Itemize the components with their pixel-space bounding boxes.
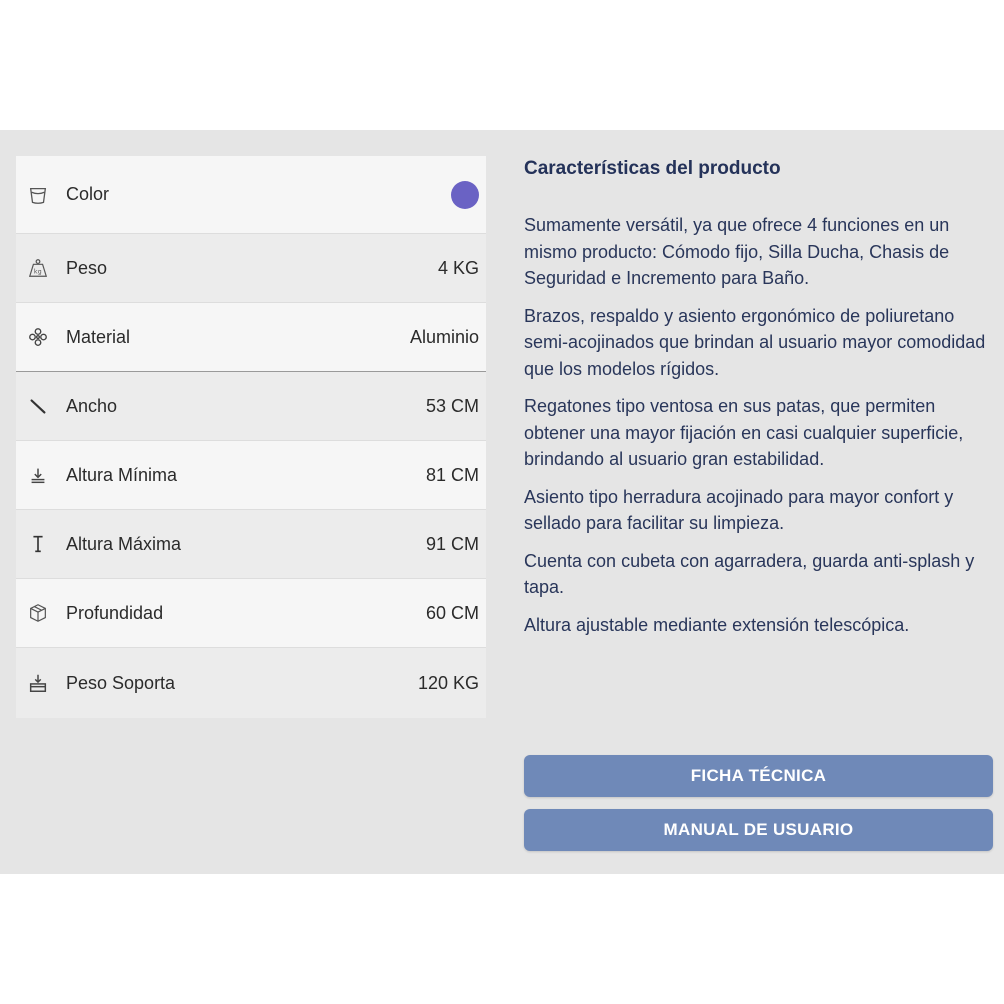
description-paragraph: Brazos, respaldo y asiento ergonómico de poliuretano semi-acojinados que brindan al usuario mayor comodidad que los modelos rígidos. bbox=[524, 305, 986, 379]
specs-table bbox=[16, 156, 486, 718]
description-paragraph: Asiento tipo herradura acojinado para mayor confort y sellado para facilitar su limpieza. bbox=[524, 486, 954, 533]
spec-row-altura-minima bbox=[16, 441, 486, 510]
spec-value: 4 KG bbox=[437, 257, 479, 278]
manual-usuario-button[interactable]: MANUAL DE USUARIO bbox=[524, 809, 993, 851]
spec-label: Profundidad bbox=[66, 602, 164, 623]
spec-value: 60 CM bbox=[425, 602, 479, 623]
spec-label: Peso bbox=[66, 257, 108, 278]
spec-row-color bbox=[16, 156, 486, 234]
min-height-icon bbox=[26, 463, 50, 487]
color-cup-icon bbox=[26, 183, 50, 207]
description-paragraph: Cuenta con cubeta con agarradera, guarda anti-splash y tapa. bbox=[524, 550, 975, 597]
description-paragraph: Regatones tipo ventosa en sus patas, que permiten obtener una mayor fijación en casi cualquier superficie, brindando al usuario gran estabilidad. bbox=[524, 396, 964, 469]
load-capacity-icon bbox=[26, 671, 50, 695]
weight-kg-icon bbox=[26, 256, 50, 280]
spec-value: 91 CM bbox=[425, 533, 479, 554]
spec-row-material bbox=[16, 303, 486, 372]
ficha-tecnica-button[interactable]: FICHA TÉCNICA bbox=[524, 755, 993, 797]
description-paragraph: Sumamente versátil, ya que ofrece 4 funciones en un mismo producto: Cómodo fijo, Silla Ducha, Chasis de Seguridad e Incremento para Baño. bbox=[524, 215, 950, 288]
width-diagonal-icon bbox=[26, 394, 50, 418]
spec-row-peso-soporta bbox=[16, 648, 486, 718]
depth-box-icon bbox=[26, 601, 50, 625]
spec-row-altura-maxima bbox=[16, 510, 486, 579]
spec-label: Material bbox=[66, 326, 131, 347]
spec-label: Altura Máxima bbox=[66, 533, 182, 554]
material-molecule-icon bbox=[26, 325, 50, 349]
color-swatch-dot bbox=[451, 181, 479, 209]
color-swatch bbox=[451, 181, 479, 209]
description-paragraph: Altura ajustable mediante extensión telescópica. bbox=[524, 614, 910, 635]
spec-row-profundidad bbox=[16, 579, 486, 648]
spec-value: Aluminio bbox=[409, 326, 479, 347]
spec-row-ancho bbox=[16, 372, 486, 441]
svg-text:kg: kg bbox=[33, 267, 42, 276]
spec-value: 81 CM bbox=[425, 464, 479, 485]
product-details-panel bbox=[0, 130, 1004, 874]
spec-label: Altura Mínima bbox=[66, 464, 178, 485]
max-height-icon bbox=[26, 532, 50, 556]
spec-label: Peso Soporta bbox=[66, 672, 176, 693]
product-description bbox=[524, 156, 994, 649]
spec-row-peso bbox=[16, 234, 486, 303]
spec-label: Color bbox=[66, 184, 110, 204]
description-title: Características del producto bbox=[524, 158, 781, 179]
spec-label: Ancho bbox=[66, 395, 118, 416]
spec-value: 53 CM bbox=[425, 395, 479, 416]
spec-value: 120 KG bbox=[417, 672, 479, 693]
